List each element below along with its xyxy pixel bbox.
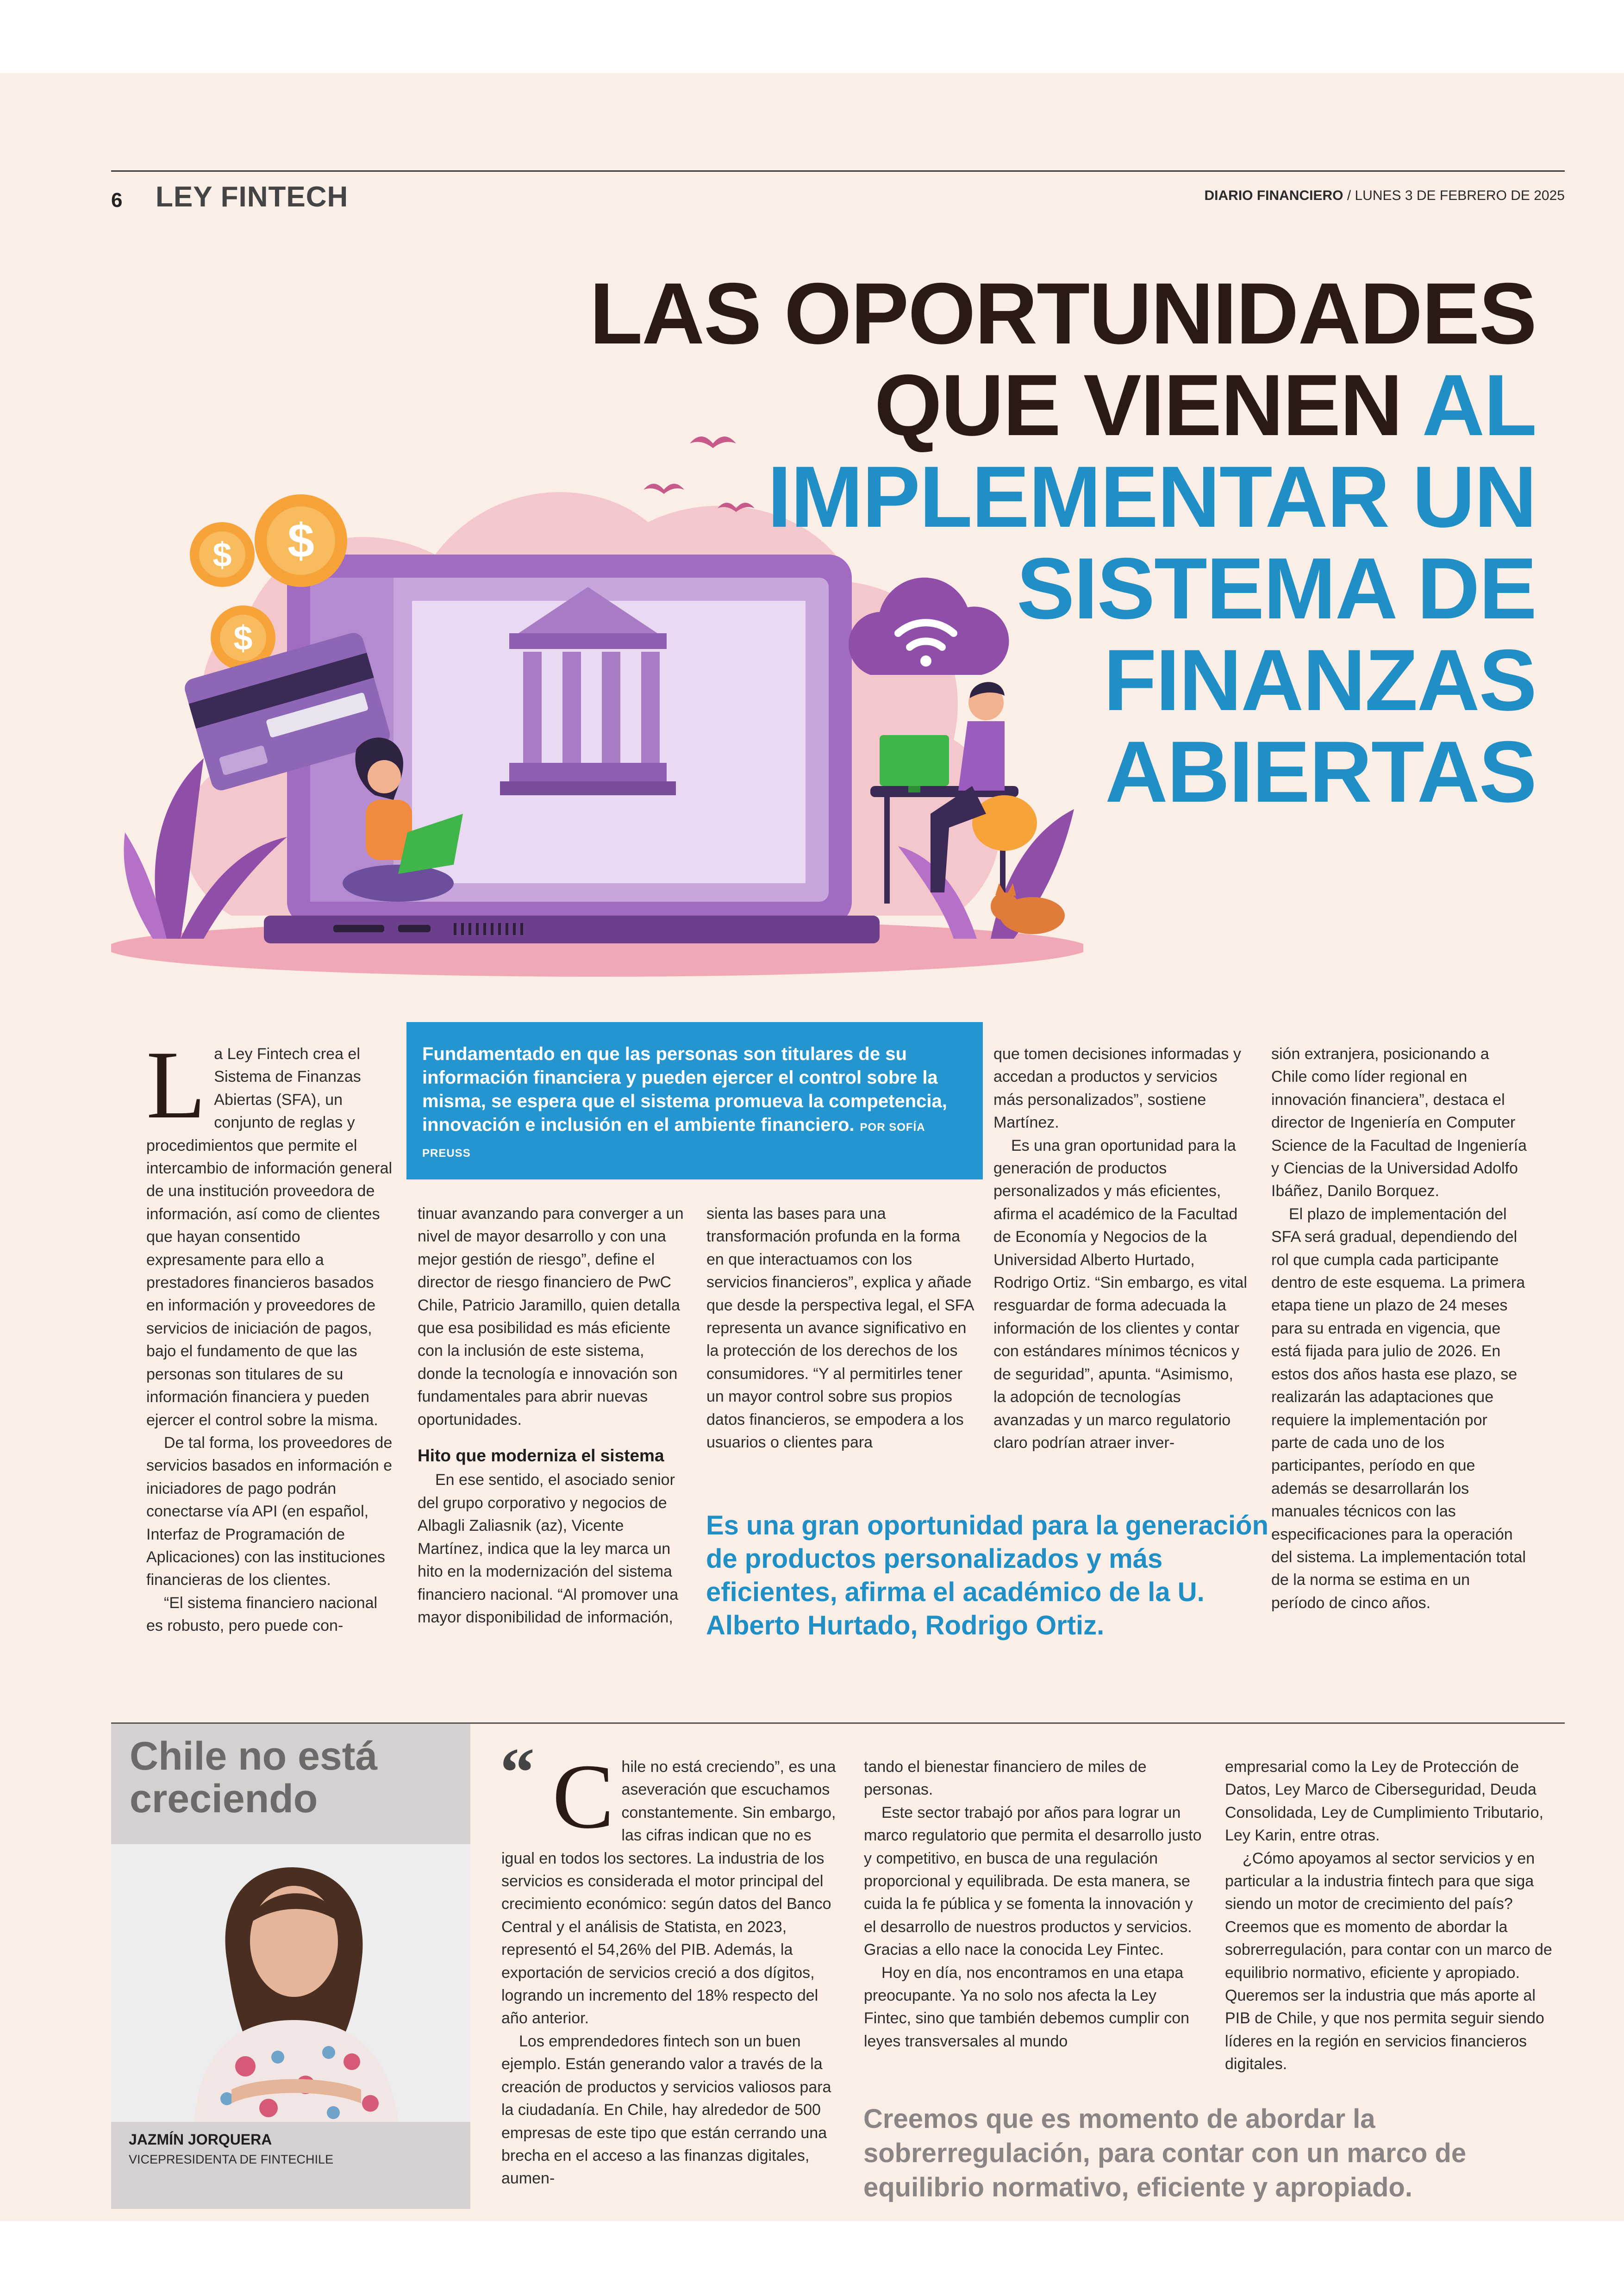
paragraph: ¿Cómo apoyamos al sector servicios y en particular a la industria fintech para que siga siendo un motor de crecimiento del país? Creemos que es momento de abordar la sobrerregulación, para contar con un marco de equilibrio normativo, eficiente y apropiado. Queremos ser la industria que más aporte al PIB de Chile, y que nos permita seguir siendo líderes en la región en servicios financieros digitales.	[1225, 1849, 1552, 2073]
paragraph: sión extranjera, posicionando a Chile como líder regional en innovación financiera”, destaca el director de Ingeniería en Computer Science de la Facultad de Ingeniería y Ciencias de la Universidad Adolfo Ibáñez, Danilo Borquez.	[1271, 1045, 1527, 1200]
section-title: LEY FINTECH	[156, 181, 349, 213]
paragraph: En ese sentido, el asociado senior del grupo corporativo y negocios de Albagli Zaliasnik (az), Vicente Martínez, indica que la ley marca un hito en la modernización del sistema financiero nacional. “Al promover una mayor disponibilidad de información,	[418, 1471, 679, 1626]
paragraph: a Ley Fintech crea el Sistema de Finanzas Abiertas (SFA), un conjunto de reglas y procedimientos que permite el intercambio de información general de una institución proveedora de información, así como de clientes que hayan consentido expresamente para ello a prestadores financieros basados en información y proveedores de servicios de iniciación de pagos, bajo el fundamento de que las personas son titulares de su información financiera y pueden ejercer el control sobre la misma.	[146, 1045, 393, 1429]
paragraph: que tomen decisiones informadas y accedan a productos y servicios más personalizados”, sostiene Martínez.	[993, 1045, 1241, 1132]
paragraph: El plazo de implementación del SFA será gradual, dependiendo del rol que cumpla cada participante dentro de este esquema. La primera etapa tiene un plazo de 24 meses para su entrada en vigencia, que está fijada para julio de 2026. En estos dos años hasta ese plazo, se realizarán las adaptaciones que requiere la implementación por parte de cada uno de los participantes, período en que además se desarrollarán los manuales técnicos con las especificaciones para la operación del sistema. La implementación total de la norma se estima en un período de cinco años.	[1271, 1205, 1526, 1612]
headline-line-2-dark: QUE VIENEN	[874, 356, 1422, 454]
opinion-title	[130, 1735, 377, 1820]
paragraph: tinuar avanzando para converger a un nivel de mayor desarrollo y con una mejor gestión de riesgo”, define el director de riesgo financiero de PwC Chile, Patricio Jaramillo, quien detalla que esa posibilidad es más eficiente con la inclusión de este sistema, donde la tecnología e innovación son fundamentales para abrir nuevas oportunidades.	[418, 1205, 684, 1428]
header-rule	[111, 170, 1565, 172]
lead-box	[406, 1022, 983, 1179]
opinion-pullquote: Creemos que es momento de abordar la sobrerregulación, para contar con un marco de equilibrio normativo, eficiente y apropiado.	[863, 2104, 1467, 2202]
opinion-title-line-1: Chile no está	[130, 1734, 378, 1778]
page-number: 6	[111, 189, 123, 212]
opinion-title-line-2: creciendo	[130, 1777, 318, 1821]
paragraph: Este sector trabajó por años para lograr un marco regulatorio que permita el desarrollo justo y competitivo, en busca de una regulación proporcional y equilibrada. De esta manera, se cuida la fe pública y se fomenta la innovación y el desarrollo de nuestros productos y servicios. Gracias a ello nace la conocida Ley Fintec.	[864, 1803, 1202, 1959]
headline-line-2-blue: AL	[1422, 356, 1536, 454]
paragraph: Es una gran oportunidad para la generación de productos personalizados y más eficientes, afirma el académico de la Facultad de Economía y Negocios de la Universidad Alberto Hurtado, Rodrigo Ortiz. “Sin embargo, es vital resguardar de forma adecuada la información de los clientes y contar con estándares mínimos técnicos y de seguridad”, apunta. “Asimismo, la adopción de tecnologías avanzadas y un marco regulatorio claro podrían atraer inver-	[993, 1136, 1247, 1452]
paragraph: Los emprendedores fintech son un buen ejemplo. Están generando valor a través de la creación de productos y servicios valiosos para la ciudadanía. En Chile, hay alrededor de 500 empresas de este tipo que están cerrando una brecha en el acceso a las finanzas digitales, aumen-	[501, 2032, 831, 2188]
paragraph: Hoy en día, nos encontramos en una etapa preocupante. Ya no solo nos afecta la Ley Fintec, sino que también debemos cumplir con leyes transversales al mundo	[864, 1964, 1190, 2050]
svg-text:$: $	[233, 619, 253, 657]
opinion-column-1	[501, 1746, 838, 2190]
subhead: Hito que moderniza el sistema	[418, 1446, 664, 1466]
headline-line-6: ABIERTAS	[1105, 723, 1536, 820]
article-dropcap: L	[146, 1031, 206, 1139]
paragraph: De tal forma, los proveedores de servicios basados en información e iniciadores de pago podrán conectarse vía API (en español, Interfaz de Programación de Aplicaciones) con las instituciones financieras de los clientes.	[146, 1434, 393, 1589]
article-column-1	[146, 1031, 394, 1638]
article-pullquote: Es una gran oportunidad para la generación de productos personalizados y más eficientes, afirma el académico de la U. Alberto Hurtado, Rodrigo Ortiz.	[706, 1510, 1268, 1640]
opinion-column-3	[1225, 1756, 1565, 2076]
paragraph: hile no está creciendo”, es una aseveración que escuchamos constantemente. Sin embargo, las cifras indican que no es igual en todos los sectores. La industria de los servicios es considerada el motor principal del crecimiento económico: según datos del Banco Central y el análisis de Statista, en 2023, representó el 54,26% del PIB. Además, la exportación de servicios creció a dos dígitos, logrando un incremento del 18% respecto del año anterior.	[501, 1758, 836, 2027]
paper-dateline	[1204, 188, 1565, 204]
lead-text: Fundamentado en que las personas son titulares de su información financiera y pueden ejercer el control sobre la misma, se espera que el sistema promueva la competencia, innovación e inclusión en el ambiente financiero.	[422, 1044, 947, 1135]
article-column-4	[993, 1043, 1249, 1454]
article-column-3	[706, 1203, 976, 1454]
paragraph: “El sistema financiero nacional es robusto, pero puede con-	[146, 1594, 378, 1635]
issue-date: / LUNES 3 DE FEBRERO DE 2025	[1343, 188, 1565, 203]
author-name: JAZMÍN JORQUERA	[129, 2131, 272, 2148]
opinion-dropcap: C	[552, 1746, 614, 1848]
paragraph: tando el bienestar financiero de miles de personas.	[864, 1758, 1147, 1799]
byline: POR SOFÍA PREUSS	[422, 1121, 925, 1160]
headline-line-4: SISTEMA DE	[1016, 540, 1536, 637]
headline-line-2	[518, 356, 1536, 454]
paragraph: empresarial como la Ley de Protección de Datos, Ley Marco de Ciberseguridad, Deuda Consolidada, Ley de Cumplimiento Tributario, Ley Karin, entre otras.	[1225, 1758, 1543, 1845]
author-role: VICEPRESIDENTA DE FINTECHILE	[129, 2152, 334, 2166]
headline	[518, 265, 1536, 820]
headline-line-3: IMPLEMENTAR UN	[767, 448, 1536, 545]
opinion-column-2	[864, 1756, 1204, 2053]
headline-line-1: LAS OPORTUNIDADES	[589, 265, 1536, 362]
article-column-5	[1271, 1043, 1527, 1615]
paper-name: DIARIO FINANCIERO	[1204, 188, 1343, 203]
paragraph: sienta las bases para una transformación profunda en la forma en que interactuamos con los servicios financieros”, explica y añade que desde la perspectiva legal, el SFA representa un avance significativo en la protección de los derechos de los consumidores. “Y al permitirles tener un mayor control sobre sus propios datos financieros, se empodera a los usuarios o clientes para	[706, 1205, 974, 1452]
svg-text:$: $	[212, 536, 232, 574]
headline-line-5: FINANZAS	[1103, 631, 1536, 729]
svg-text:$: $	[287, 514, 314, 568]
quote-mark-icon: “	[500, 1734, 535, 1811]
article-column-2	[418, 1203, 687, 1629]
newspaper-page	[0, 73, 1624, 2221]
